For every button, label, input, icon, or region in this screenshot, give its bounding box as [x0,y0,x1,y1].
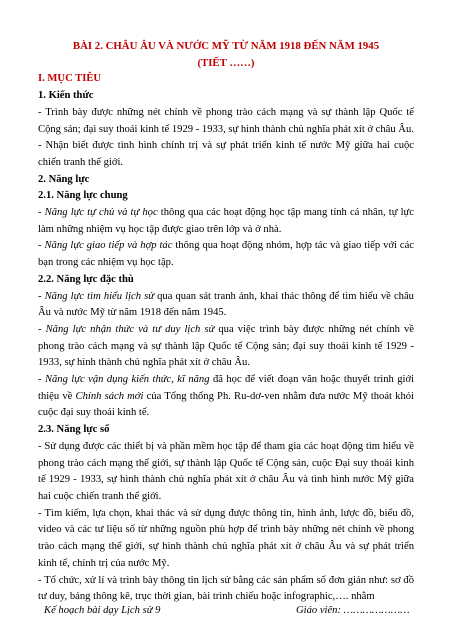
digital-ability-item-2: - Tìm kiếm, lựa chọn, khai thác và sử dụng được thông tin, hình ảnh, lược đồ, biểu đồ, video và các tư liệu số từ những nguồn phù hợp để trình bày những nét chính về phong trào cách mạng thế giới, sự hình thành chủ nghĩa phát xít ở châu Âu và sự phát triển kinh tế, chính trị của nước Mỹ. [38,507,414,569]
lesson-period: (TIẾT ……) [197,56,255,69]
specific-ability-1-text: qua quan sát tranh ảnh, khai thác thông để tìm hiểu về châu Âu và nước Mỹ từ năm 1918 đến năm 1945. [38,290,414,319]
knowledge-heading: 1. Kiến thức [38,90,94,102]
knowledge-item-1: - Trình bày được những nét chính về phong trào cách mạng và sự thành lập Quốc tế Cộng sản; đại suy thoái kinh tế 1929 - 1933, sự hình thành chủ nghĩa phát xít ở châu Âu. [38,106,414,135]
digital-ability-heading: 2.3. Năng lực số [38,424,110,436]
specific-ability-1-label: - Năng lực tìm hiểu lịch sử [38,290,155,302]
specific-ability-3-text-b: của Tổng thống Ph. Ru-dơ-ven nhằm đưa nước Mỹ thoát khỏi cuộc đại suy thoái kinh tế. [38,390,414,419]
general-ability-2-text: thông qua hoạt động nhóm, hợp tác và giao tiếp với các bạn trong các nhiệm vụ học tập. [38,240,414,269]
general-ability-item-1 [38,205,414,238]
specific-ability-heading: 2.2. Năng lực đặc thù [38,273,134,285]
general-ability-heading: 2.1. Năng lực chung [38,190,128,202]
ability-heading: 2. Năng lực [38,173,90,185]
specific-ability-2-label: - Năng lực nhận thức và tư duy lịch sử [38,323,215,335]
section-objectives-heading: I. MỤC TIÊU [38,73,102,85]
general-ability-2-label: - Năng lực giao tiếp và hợp tác [38,240,173,252]
specific-ability-item-1 [38,289,414,322]
footer-teacher: Giáo viên: ………………… [296,605,410,616]
footer-lesson-plan: Kế hoạch bài dạy Lịch sử 9 [44,605,161,616]
general-ability-item-2 [38,238,414,271]
digital-ability-item-1: - Sử dụng được các thiết bị và phần mềm học tập để tham gia các hoạt động tìm hiểu về phong trào cách mạng thế giới, sự thành lập Quốc tế Cộng sản, cuộc Đại suy thoái kinh tế 1929 - 1933, sự hình thành chủ nghĩa phát xít ở châu Âu và tình hình nước Mỹ giữa hai cuộc chiến tranh thế giới. [38,440,414,502]
digital-ability-item-3: - Tổ chức, xử lí và trình bày thông tin lịch sử bằng các sản phẩm số đơn giản như: sơ đồ tư duy, bảng thông kê, trục thời gian, bài trình chiếu hoặc infographic,…. nhằm [38,574,414,603]
general-ability-1-text: thông qua các hoạt động học tập mang tính cá nhân, tự lực làm những nhiệm vụ học tập được giao trên lớp và ở nhà. [38,207,414,235]
document-body [38,38,414,606]
specific-ability-2-text: qua việc trình bày được những nét chính về phong trào cách mạng và sự thành lập Quốc tế Cộng sản; đại suy thoái kinh tế 1929 - 1933, sự hình thành chủ nghĩa phát xít ở châu Âu. [38,323,414,369]
specific-ability-3-policy: Chính sách mới [75,390,144,402]
lesson-title: BÀI 2. CHÂU ÂU VÀ NƯỚC MỸ TỪ NĂM 1918 ĐẾN NĂM 1945 [72,40,380,52]
knowledge-item-2: - Nhận biết được tình hình chính trị và sự phát triển kinh tế nước Mỹ giữa hai cuộc chiến tranh thế giới. [38,140,414,168]
general-ability-1-label: - Năng lực tự chủ và tự học [38,207,158,219]
specific-ability-3-text-a: đã học để viết đoạn văn hoặc thuyết trình giới thiệu về [38,374,414,402]
specific-ability-3-label: - Năng lực vận dụng kiến thức, kĩ năng [38,374,210,386]
specific-ability-item-3 [38,372,414,422]
specific-ability-item-2 [38,322,414,372]
